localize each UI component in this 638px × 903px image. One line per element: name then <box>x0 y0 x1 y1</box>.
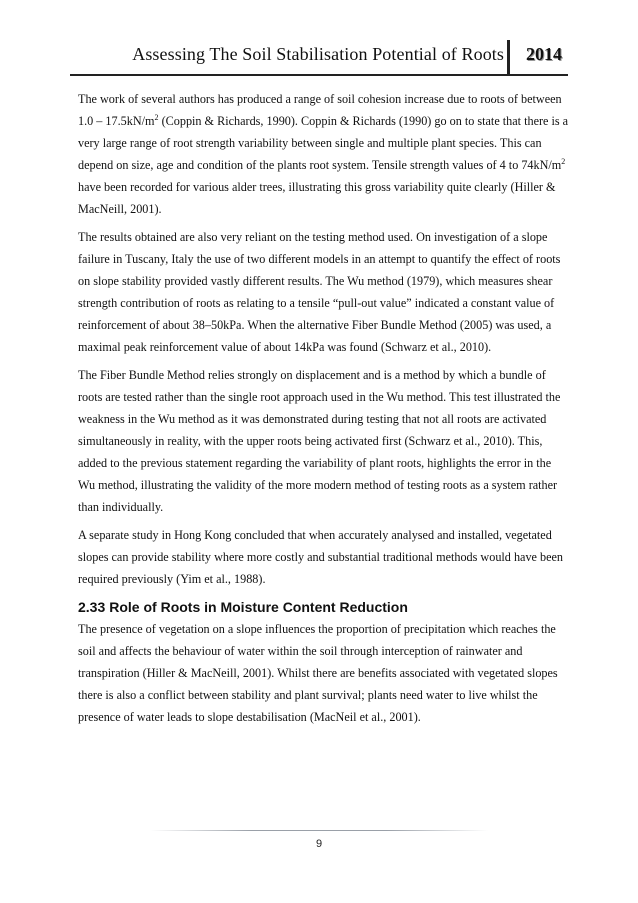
section-number: 2.33 <box>78 599 106 615</box>
paragraph-1 <box>78 88 570 220</box>
paragraph-1-part-a: The work of several authors has produced a range of soil cohesion increase due to roots of between 1.0 – 17.5kN/m <box>78 92 562 128</box>
footer-divider <box>150 830 488 831</box>
paragraph-2: The results obtained are also very reliant on the testing method used. On investigation of a slope failure in Tuscany, Italy the use of two different models in an attempt to quantify the effect of roots on slope stability provided vastly different results. The Wu method (1979), which measures shear strength contribution of roots as relating to a tensile “pull-out value” indicated a constant value of reinforcement of about 38–50kPa. When the alternative Fiber Bundle Method (2005) was used, a maximal peak reinforcement value of about 14kPa was found (Schwarz et al., 2010). <box>78 230 561 354</box>
superscript-2: 2 <box>561 156 566 166</box>
section-title: Role of Roots in Moisture Content Reduction <box>109 599 408 615</box>
superscript-2: 2 <box>154 112 159 122</box>
header-separator <box>507 40 510 74</box>
paragraph-1-part-b: (Coppin & Richards, 1990). Coppin & Richards (1990) go on to state that there is a very large range of root strength variability between single and multiple plant species. This can depend on size, age and condition of the plants root system. Tensile strength values of 4 to 74kN/m <box>78 114 569 172</box>
header-year: 2014 <box>526 44 562 64</box>
document-body <box>78 88 570 734</box>
paragraph-3: The Fiber Bundle Method relies strongly on displacement and is a method by which a bundle of roots are tested rather than the single root approach used in the Wu method. This test illustrated the weakness in the Wu method as it was demonstrated during testing that not all roots are activated simultaneously in reality, with the upper roots being activated first (Schwarz et al., 2010). This, added to the previous statement regarding the variability of plant roots, highlights the error in the Wu method, illustrating the validity of the more modern method of testing roots as a system rather than individually. <box>78 368 561 514</box>
section-heading <box>78 596 570 618</box>
header-title: Assessing The Soil Stabilisation Potential of Roots <box>132 44 504 64</box>
page-header <box>70 40 568 76</box>
paragraph-1-part-c: have been recorded for various alder trees, illustrating this gross variability quite clearly (Hiller & MacNeill, 2001). <box>78 180 556 216</box>
page-number: 9 <box>315 838 323 850</box>
paragraph-5: The presence of vegetation on a slope influences the proportion of precipitation which reaches the soil and affects the behaviour of water within the soil through interception of rainwater and transpiration (Hiller & MacNeill, 2001). Whilst there are benefits associated with vegetated slopes there is also a conflict between stability and plant survival; plants need water to live whilst the presence of water leads to slope destabilisation (MacNeil et al., 2001). <box>78 622 558 724</box>
paragraph-4: A separate study in Hong Kong concluded that when accurately analysed and installed, vegetated slopes can provide stability where more costly and substantial traditional methods would have been required previously (Yim et al., 1988). <box>78 528 564 586</box>
